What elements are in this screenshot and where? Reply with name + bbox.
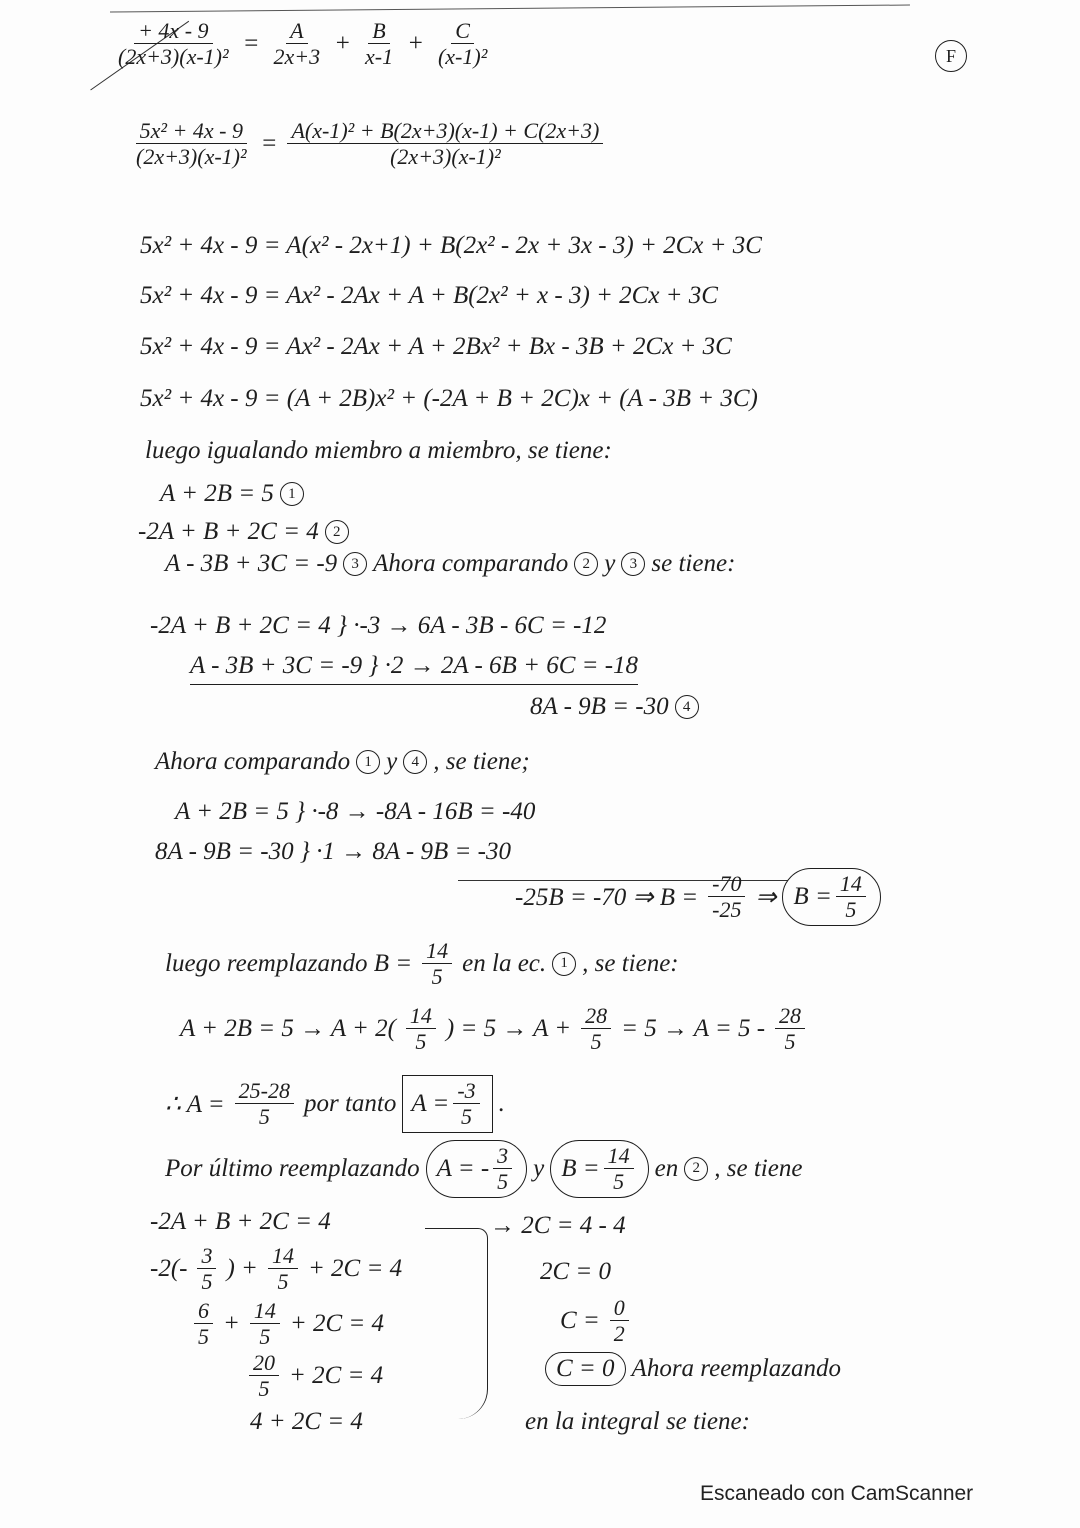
equation-line xyxy=(140,333,732,361)
circled-equation-number: 4 xyxy=(675,695,699,719)
denominator: 5 xyxy=(415,1029,427,1055)
text-segment: -2(- xyxy=(150,1254,188,1282)
fraction xyxy=(361,18,397,70)
equation-line xyxy=(165,1140,802,1198)
circled-equation-number: 1 xyxy=(356,750,380,774)
equation-line xyxy=(525,1408,750,1436)
fraction xyxy=(268,1243,298,1295)
corner-mark-label: F xyxy=(935,40,967,72)
equation-line xyxy=(140,282,718,310)
text-segment: -25B = -70 ⇒ B = xyxy=(515,883,699,911)
text-segment: = xyxy=(242,29,260,57)
fraction xyxy=(581,1003,611,1055)
denominator: 5 xyxy=(259,1324,271,1350)
circled-equation-number: 1 xyxy=(552,952,576,976)
denominator: (2x+3)(x-1)² xyxy=(118,44,229,70)
text-segment: B = xyxy=(793,882,832,910)
denominator: 5 xyxy=(431,964,443,990)
text-segment: Ahora reemplazando xyxy=(631,1355,842,1382)
denominator: 5 xyxy=(258,1376,270,1402)
denominator: (x-1)² xyxy=(437,44,488,70)
equation-line xyxy=(190,652,638,685)
denominator: 5 xyxy=(497,1169,509,1195)
text-segment: -2A + B + 2C = 4 } ·-3 → 6A - 3B - 6C = -12 xyxy=(150,612,607,639)
text-segment: -2A + B + 2C = 4 xyxy=(150,1208,331,1235)
text-segment: = xyxy=(260,129,278,157)
text-segment: luego reemplazando B = xyxy=(165,949,413,977)
text-segment: 2C = 0 xyxy=(540,1258,612,1285)
circled-result xyxy=(545,1352,626,1386)
denominator: -25 xyxy=(712,897,742,923)
text-segment: por tanto xyxy=(303,1089,397,1117)
text-segment: se tiene: xyxy=(651,550,736,577)
arrow-connector xyxy=(425,1228,488,1419)
text-segment: Ahora comparando xyxy=(373,550,569,577)
text-segment: A = xyxy=(411,1089,450,1117)
equation-line xyxy=(250,1408,363,1436)
numerator: 6 xyxy=(194,1298,213,1324)
denominator: 5 xyxy=(784,1029,796,1055)
circled-result xyxy=(550,1140,648,1198)
equation-line xyxy=(245,1350,383,1402)
equation-line xyxy=(138,518,349,546)
equation-line xyxy=(190,1298,384,1350)
scanner-watermark: Escaneado con CamScanner xyxy=(700,1482,974,1505)
text-segment: + 2C = 4 xyxy=(289,1361,384,1389)
text-segment: A + 2B = 5 → A + 2( xyxy=(180,1014,396,1042)
numerator: -70 xyxy=(708,871,745,897)
numerator: 5x² + 4x - 9 xyxy=(136,118,247,144)
denominator: 5 xyxy=(460,1104,472,1130)
equation-line xyxy=(165,550,735,578)
numerator: 14 xyxy=(268,1243,298,1269)
circled-equation-number: 2 xyxy=(325,520,349,544)
fraction xyxy=(610,1295,629,1347)
equation-line xyxy=(128,118,607,170)
circled-equation-number: 2 xyxy=(574,552,598,576)
equation-line xyxy=(140,232,762,260)
numerator: 14 xyxy=(604,1143,634,1169)
fraction xyxy=(836,871,866,923)
numerator: -3 xyxy=(453,1078,479,1104)
numerator: A(x-1)² + B(2x+3)(x-1) + C(2x+3) xyxy=(287,118,603,144)
text-segment: en xyxy=(654,1154,679,1182)
equation-line xyxy=(150,1208,331,1236)
fraction xyxy=(287,118,603,170)
denominator: 2 xyxy=(613,1321,625,1347)
text-segment: C = 0 xyxy=(556,1355,615,1382)
equation-line xyxy=(150,612,606,640)
equation-line xyxy=(150,1243,402,1295)
text-segment: 5x² + 4x - 9 = (A + 2B)x² + (-2A + B + 2C)x + (A - 3B + 3C) xyxy=(140,385,758,412)
text-segment: ⇒ xyxy=(755,883,777,911)
text-segment: + 2C = 4 xyxy=(307,1254,403,1282)
equation-line xyxy=(545,1352,841,1386)
equation-line xyxy=(155,838,511,866)
text-segment: A + 2B = 5 xyxy=(160,480,274,507)
text-segment: , se tiene xyxy=(714,1154,803,1182)
equation-line xyxy=(490,1212,626,1240)
circled-equation-number: 2 xyxy=(684,1157,708,1181)
fraction xyxy=(194,1298,213,1350)
denominator: 5 xyxy=(277,1269,289,1295)
fraction xyxy=(114,18,233,70)
text-segment: . xyxy=(498,1089,505,1117)
fraction xyxy=(493,1143,512,1195)
text-segment: 5x² + 4x - 9 = Ax² - 2Ax + A + 2Bx² + Bx - 3B + 2Cx + 3C xyxy=(140,333,732,360)
circled-equation-number: 3 xyxy=(343,552,367,576)
text-segment: A - 3B + 3C = -9 xyxy=(165,550,338,577)
equation-line xyxy=(110,18,495,70)
numerator: 14 xyxy=(250,1298,280,1324)
numerator: + 4x - 9 xyxy=(134,18,212,44)
text-segment: y xyxy=(533,1154,545,1182)
equation-line xyxy=(175,798,535,826)
denominator: 5 xyxy=(590,1029,602,1055)
fraction xyxy=(197,1243,216,1295)
numerator: A xyxy=(286,18,307,44)
numerator: 28 xyxy=(775,1003,805,1029)
denominator: 5 xyxy=(845,897,857,923)
equation-line xyxy=(180,1003,809,1055)
text-segment: Por último reemplazando xyxy=(165,1154,420,1182)
text-segment: A - 3B + 3C = -9 } ·2 → 2A - 6B + 6C = -18 xyxy=(190,652,639,679)
text-segment: 8A - 9B = -30 xyxy=(530,693,669,720)
text-segment: A + 2B = 5 } ·-8 → -8A - 16B = -40 xyxy=(175,798,536,825)
denominator: 2x+3 xyxy=(273,44,321,70)
numerator: 14 xyxy=(406,1003,436,1029)
text-segment: → 2C = 4 - 4 xyxy=(490,1212,626,1239)
text-segment: + xyxy=(407,29,424,57)
fraction xyxy=(434,18,491,70)
numerator: B xyxy=(368,18,389,44)
denominator: x-1 xyxy=(364,44,394,70)
text-segment: ) + xyxy=(226,1254,258,1282)
denominator: 5 xyxy=(258,1104,270,1130)
text-segment: -2A + B + 2C = 4 xyxy=(138,518,319,545)
text-segment: en la integral se tiene: xyxy=(525,1408,750,1435)
equation-line xyxy=(540,1258,611,1286)
text-segment: C = xyxy=(560,1306,600,1334)
text-segment: Ahora comparando xyxy=(155,748,351,775)
text-segment: = 5 → A = 5 - xyxy=(621,1014,766,1042)
text-segment: 5x² + 4x - 9 = A(x² - 2x+1) + B(2x² - 2x + 3x - 3) + 2Cx + 3C xyxy=(140,232,762,259)
equation-line xyxy=(155,748,530,776)
numerator: 0 xyxy=(610,1295,629,1321)
text-segment: en la ec. xyxy=(462,949,547,977)
fraction xyxy=(775,1003,805,1055)
fraction xyxy=(604,1143,634,1195)
equation-line xyxy=(560,1295,633,1347)
circled-equation-number: 4 xyxy=(403,750,427,774)
equation-line xyxy=(145,437,612,465)
fraction xyxy=(453,1078,479,1130)
text-segment: 5x² + 4x - 9 = Ax² - 2Ax + A + B(2x² + x - 3) + 2Cx + 3C xyxy=(140,282,718,309)
text-segment: , se tiene; xyxy=(433,748,530,775)
circled-result xyxy=(426,1140,528,1198)
denominator: 5 xyxy=(613,1169,625,1195)
equation-line xyxy=(530,693,699,721)
fraction xyxy=(132,118,251,170)
text-segment: y xyxy=(604,550,616,577)
fraction xyxy=(708,871,745,923)
circled-equation-number: 1 xyxy=(280,482,304,506)
equation-line xyxy=(165,938,679,990)
fraction xyxy=(422,938,452,990)
fraction xyxy=(249,1350,279,1402)
text-segment: + xyxy=(223,1309,240,1337)
numerator: 28 xyxy=(581,1003,611,1029)
numerator: 3 xyxy=(197,1243,216,1269)
denominator: (2x+3)(x-1)² xyxy=(136,144,247,170)
text-segment: y xyxy=(386,748,398,775)
denominator: (2x+3)(x-1)² xyxy=(390,144,501,170)
text-segment: + 2C = 4 xyxy=(289,1309,385,1337)
numerator: 3 xyxy=(493,1143,512,1169)
equation-line xyxy=(140,385,758,413)
fraction xyxy=(250,1298,280,1350)
text-segment: ∴ A = xyxy=(165,1090,225,1118)
numerator: C xyxy=(451,18,474,44)
equation-line xyxy=(160,480,304,508)
text-segment: luego igualando miembro a miembro, se tiene: xyxy=(145,437,612,464)
text-segment: + xyxy=(334,29,351,57)
boxed-result xyxy=(402,1075,492,1133)
text-segment: ) = 5 → A + xyxy=(445,1014,572,1042)
text-segment: 4 + 2C = 4 xyxy=(250,1408,363,1435)
text-segment: , se tiene: xyxy=(582,949,679,977)
page-edge-line xyxy=(110,5,910,14)
circled-result xyxy=(782,868,880,926)
corner-mark xyxy=(935,40,967,72)
fraction xyxy=(269,18,324,70)
fraction xyxy=(235,1078,294,1130)
equation-line xyxy=(515,868,881,926)
circled-equation-number: 3 xyxy=(621,552,645,576)
text-segment: A = - xyxy=(436,1154,490,1182)
text-segment: 8A - 9B = -30 } ·1 → 8A - 9B = -30 xyxy=(155,838,511,865)
denominator: 5 xyxy=(198,1324,209,1350)
text-segment: B = xyxy=(561,1154,600,1182)
numerator: 14 xyxy=(836,871,866,897)
equation-line xyxy=(165,1075,505,1133)
numerator: 14 xyxy=(422,938,452,964)
numerator: 20 xyxy=(249,1350,279,1376)
denominator: 5 xyxy=(201,1269,213,1295)
numerator: 25-28 xyxy=(235,1078,294,1104)
fraction xyxy=(406,1003,436,1055)
